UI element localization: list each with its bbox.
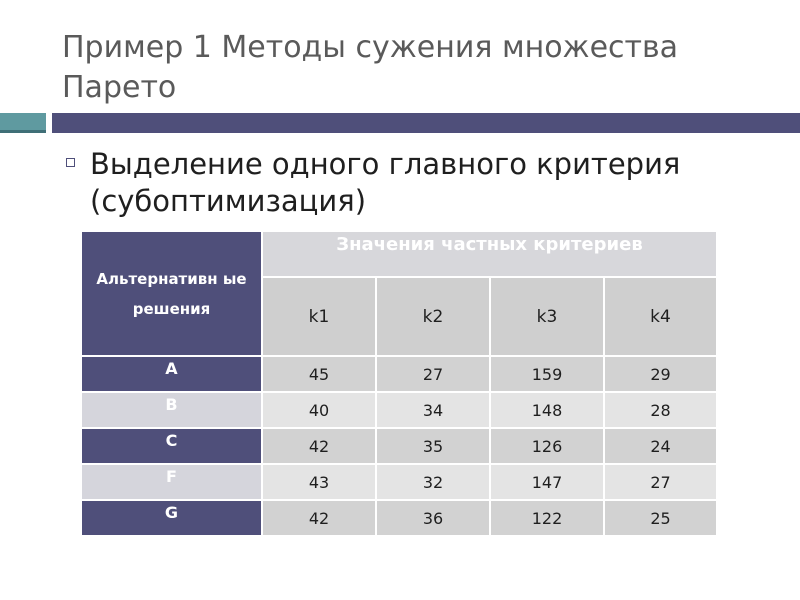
row-label: A [81, 356, 262, 392]
table-cell: 27 [376, 356, 490, 392]
table-header-row [81, 231, 717, 277]
table-cell: 122 [490, 500, 604, 536]
table-cell: 126 [490, 428, 604, 464]
table-row [81, 464, 717, 500]
table-cell: 36 [376, 500, 490, 536]
header-criteria-group: Значения частных критериев [262, 231, 717, 277]
bullet-text: Выделение одного главного критерия (субоптимизация) [90, 147, 681, 218]
criteria-table [80, 230, 718, 537]
table-cell: 43 [262, 464, 376, 500]
row-label: G [81, 500, 262, 536]
table-cell: 42 [262, 428, 376, 464]
table-cell: 40 [262, 392, 376, 428]
header-k1: k1 [262, 277, 376, 356]
table-cell: 32 [376, 464, 490, 500]
table-cell: 147 [490, 464, 604, 500]
table-row [81, 500, 717, 536]
table-cell: 24 [604, 428, 717, 464]
header-alternatives: Альтернативн ые решения [81, 231, 262, 356]
table-cell: 27 [604, 464, 717, 500]
title-divider-bar [52, 113, 800, 133]
table-cell: 159 [490, 356, 604, 392]
table-row [81, 392, 717, 428]
bullet-square-icon [66, 158, 75, 167]
table-cell: 148 [490, 392, 604, 428]
table-cell: 42 [262, 500, 376, 536]
header-k3: k3 [490, 277, 604, 356]
table-row [81, 428, 717, 464]
table-cell: 35 [376, 428, 490, 464]
header-k2: k2 [376, 277, 490, 356]
table-cell: 45 [262, 356, 376, 392]
row-label: B [81, 392, 262, 428]
table-row [81, 356, 717, 392]
table-cell: 29 [604, 356, 717, 392]
table-cell: 28 [604, 392, 717, 428]
table-cell: 34 [376, 392, 490, 428]
table-cell: 25 [604, 500, 717, 536]
row-label: F [81, 464, 262, 500]
slide-title: Пример 1 Методы сужения множества Парето [62, 30, 679, 105]
row-label: C [81, 428, 262, 464]
title-divider-accent [0, 113, 46, 133]
header-k4: k4 [604, 277, 717, 356]
